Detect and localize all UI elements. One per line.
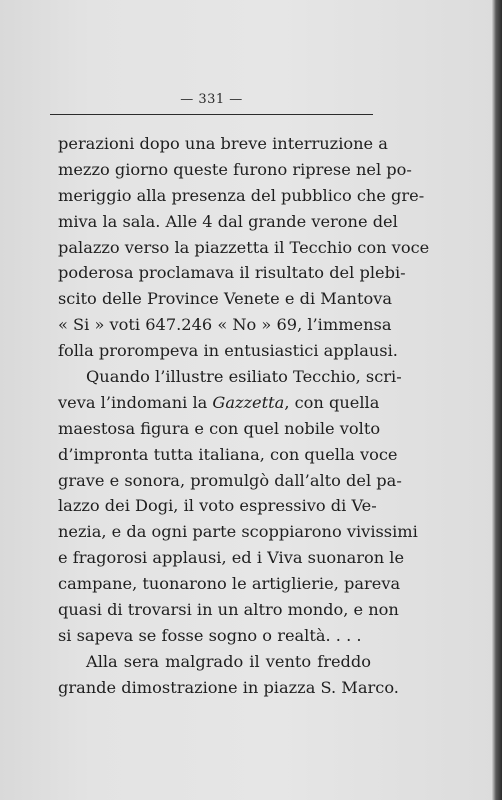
header-rule (50, 114, 373, 115)
text-line: « Si » voti 647.246 « No » 69, l’immensa (58, 315, 392, 335)
page-edge-shadow (492, 0, 502, 800)
text-line: maestosa figura e con quel nobile volto (58, 418, 381, 438)
newspaper-title: Gazzetta (212, 392, 285, 412)
text-line: si sapeva se fosse sogno o realtà. . . . (58, 625, 362, 645)
text-line: poderosa proclamava il risultato del plebi- (58, 263, 406, 283)
text-segment: Quando l’illustre esiliato Tecchio, scri- (86, 367, 402, 387)
text-line (58, 364, 402, 390)
text-line: scito delle Province Venete e di Mantova (58, 289, 393, 309)
text-line: palazzo verso la piazzetta il Tecchio con voce (58, 237, 430, 257)
text-line: grave e sonora, promulgò dall’alto del pa- (58, 470, 402, 490)
text-line (58, 390, 380, 416)
text-line: meriggio alla presenza del pubblico che gre- (58, 185, 425, 205)
text-line: campane, tuonarono le artiglierie, pareva (58, 574, 401, 594)
text-line: quasi di trovarsi in un altro mondo, e non (58, 600, 399, 620)
page-number: — 331 — (180, 92, 243, 107)
text-line: d’impronta tutta italiana, con quella voce (58, 444, 398, 464)
text-line: folla prorompeva in entusiastici applausi. (58, 341, 398, 361)
text-line: e fragorosi applausi, ed i Viva suonaron le (58, 548, 405, 568)
body-text (58, 131, 430, 701)
text-segment: veva l’indomani la (58, 392, 213, 412)
text-line: grande dimostrazione in piazza S. Marco. (58, 677, 399, 697)
text-line: miva la sala. Alle 4 dal grande verone del (58, 211, 398, 231)
text-line: mezzo giorno queste furono riprese nel po- (58, 159, 412, 179)
text-line: perazioni dopo una breve interruzione a (58, 134, 388, 153)
text-line: lazzo dei Dogi, il voto espressivo di Ve- (58, 496, 377, 516)
text-line: nezia, e da ogni parte scoppiarono vivissimi (58, 522, 418, 542)
text-line: Alla sera malgrado il vento freddo (86, 651, 371, 671)
text-segment: , con quella (284, 392, 380, 412)
